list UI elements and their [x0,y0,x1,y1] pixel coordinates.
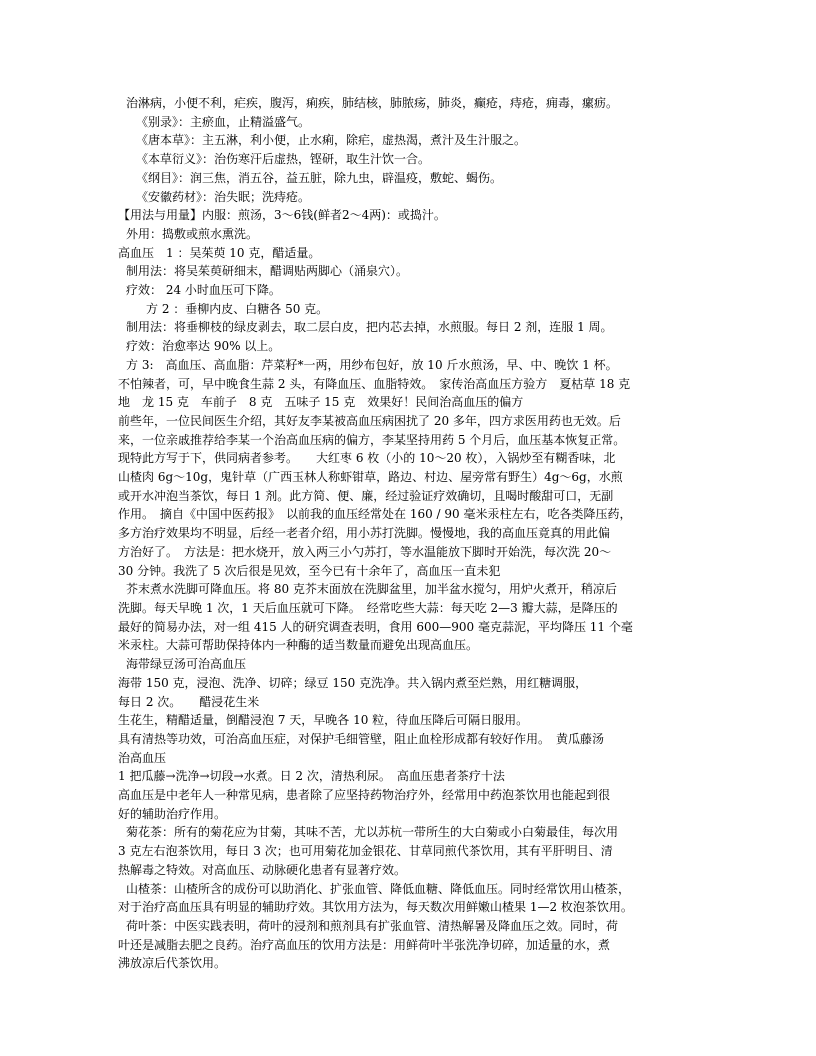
text-line: 每日 2 次。 醋浸花生米 [118,694,260,709]
text-line: 山楂茶：山楂所含的成份可以助消化、扩张血管、降低血糖、降低血压。同时经常饮用山楂茶， [126,881,631,896]
text-line: 叶还是减脂去肥之良药。治疗高血压的饮用方法是：用鲜荷叶半张洗净切碎，加适量的水，煮 [118,937,611,952]
text-line: 30 分钟。我洗了 5 次后很是见效，至今已有十余年了，高血压一直未犯 [118,563,501,578]
text-line: 海带 150 克，浸泡、洗净、切碎；绿豆 150 克洗净。共入锅内煮至烂熟，用红糖调服， [118,675,588,690]
text-line: 疗效： 24 小时血压可下降。 [126,283,281,298]
text-line: 地 龙 15 克 车前子 8 克 五味子 15 克 效果好！民间治高血压的偏方 [118,395,524,410]
text-line: 1 把瓜藤→洗净→切段→水煮。日 2 次，清热利尿。 高血压患者茶疗十法 [118,769,505,784]
text-line: 或开水冲泡当茶饮，每日 1 剂。此方简、便、廉，经过验证疗效确切，且喝时酸甜可口，无副 [118,488,614,503]
text-line: 菊花茶：所有的菊花应为甘菊，其味不苦，尤以苏杭一带所生的大白菊或小白菊最佳，每次用 [126,825,619,840]
text-line: 《纲目》：润三焦，消五谷，益五脏，除九虫，辟温疫，敷蛇、蝎伤。 [136,170,503,185]
text-line: 前些年，一位民间医生介绍，其好友李某被高血压病困扰了 20 多年，四方求医用药也无效。后 [118,413,621,428]
text-line: 《别录》：主瘀血，止精溢盛气。 [136,114,311,129]
text-line: 作用。 摘自《中国中医药报》 以前我的血压经常处在 160 / 90 毫米汞柱左右，吃各类降压药， [118,507,632,522]
text-line: 山楂肉 6g～10g，鬼针草（广西玉林人称虾钳草，路边、村边、屋旁常有野生）4g～6g，水煎 [118,470,623,485]
text-line: 荷叶茶：中医实践表明，荷叶的浸剂和煎剂具有扩张血管、清热解暑及降血压之效。同时，荷 [126,918,619,933]
text-line: 治淋病，小便不利，疟疾，腹泻，痢疾，肺结核，肺脓疡，肺炎，癫疮，痔疮，痈毒，瘰疬。 [126,96,619,110]
text-line: 最好的简易办法，对一组 415 人的研究调查表明，食用 600—900 毫克蒜泥，平均降压 11 个毫 [118,619,633,634]
text-line: 外用：捣敷或煎水熏洗。 [126,226,259,241]
text-line: 《唐本草》：主五淋，利小便，止水痢，除疟，虚热渴，煮汁及生汁服之。 [136,133,527,148]
text-line: 《本草衍义》：治伤寒汗后虚热，铿研，取生汁饮一合。 [136,152,431,167]
text-line: 治高血压 [118,750,167,765]
text-line: 芥末煮水洗脚可降血压。将 80 克芥末面放在洗脚盆里，加半盆水搅匀，用炉火煮开，稍凉后 [126,582,617,597]
text-line: 海带绿豆汤可治高血压 [126,657,247,672]
text-line: 3 克左右泡茶饮用，每日 3 次；也可用菊花加金银花、甘草同煎代茶饮用，其有平肝明目、清 [118,844,613,859]
text-line: 疗效：治愈率达 90% 以上。 [126,339,281,354]
text-line: 不怕辣者，可，早中晚食生蒜 2 头，有降血压、血脂特效。 家传治高血压方验方 夏枯草 18 克 [118,376,631,391]
text-line: 方 2 ：垂柳内皮、白糖各 50 克。 [146,301,329,316]
text-line: 现特此方写于下，供同病者参考。 大红枣 6 枚（小的 10～20 枚），入锅炒至有糊香味，北 [118,451,616,466]
text-line: 多方治疗效果均不明显，后经一老者介绍，用小苏打洗脚。慢慢地，我的高血压竟真的用此偏 [118,526,611,541]
text-line: 洗脚。每天早晚 1 次，1 天后血压就可下降。 经常吃些大蒜：每天吃 2—3 瓣大蒜，是降压的 [118,600,618,615]
text-line: 高血压 1 ：吴茱萸 10 克，醋适量。 [118,245,321,260]
text-line: 好的辅助治疗作用。 [118,806,227,821]
text-line: 方 3: 高血压、高血脂：芹菜籽*一两，用纱布包好，放 10 斤水煎汤，早、中、晚饮 1 杯。 [126,357,618,372]
text-line: 高血压是中老年人一种常见病，患者除了应坚持药物治疗外，经常用中药泡茶饮用也能起到很 [118,788,611,803]
text-line: 【用法与用量】内服：煎汤，3～6钱(鲜者2～4两)：或捣汁。 [118,208,446,223]
text-line: 制用法：将垂柳枝的绿皮剥去，取二层白皮，把内芯去掉，水煎服。每日 2 剂，连服 1 周。 [126,320,613,335]
text-line: 对于治疗高血压具有明显的辅助疗效。其饮用方法为，每天数次用鲜嫩山楂果 1—2 枚泡茶饮用。 [118,900,633,915]
text-line: 沸放凉后代茶饮用。 [118,956,227,971]
text-line: 来，一位亲戚推荐给李某一个治高血压病的偏方，李某坚持用药 5 个月后，血压基本恢复正常。 [118,432,626,447]
text-line: 方治好了。 方法是：把水烧开，放入两三小勺苏打，等水温能放下脚时开始洗，每次洗 20～ [118,544,612,559]
text-line: 制用法：将吴茱萸研细末，醋调贴两脚心（涌泉穴）。 [126,264,409,279]
text-line: 《安徽药材》：治失眠；洗痔疮。 [136,189,311,204]
text-line: 具有清热等功效，可治高血压症，对保护毛细管壁，阻止血栓形成都有较好作用。 黄瓜藤汤 [118,731,605,746]
text-line: 热解毒之特效。对高血压、动脉硬化患者有显著疗效。 [118,862,407,877]
text-line: 米汞柱。大蒜可帮助保持体内一种酶的适当数量而避免出现高血压。 [118,638,479,653]
text-line: 生花生，精醋适量，倒醋浸泡 7 天，早晚各 10 粒，待血压降后可隔日服用。 [118,713,529,728]
